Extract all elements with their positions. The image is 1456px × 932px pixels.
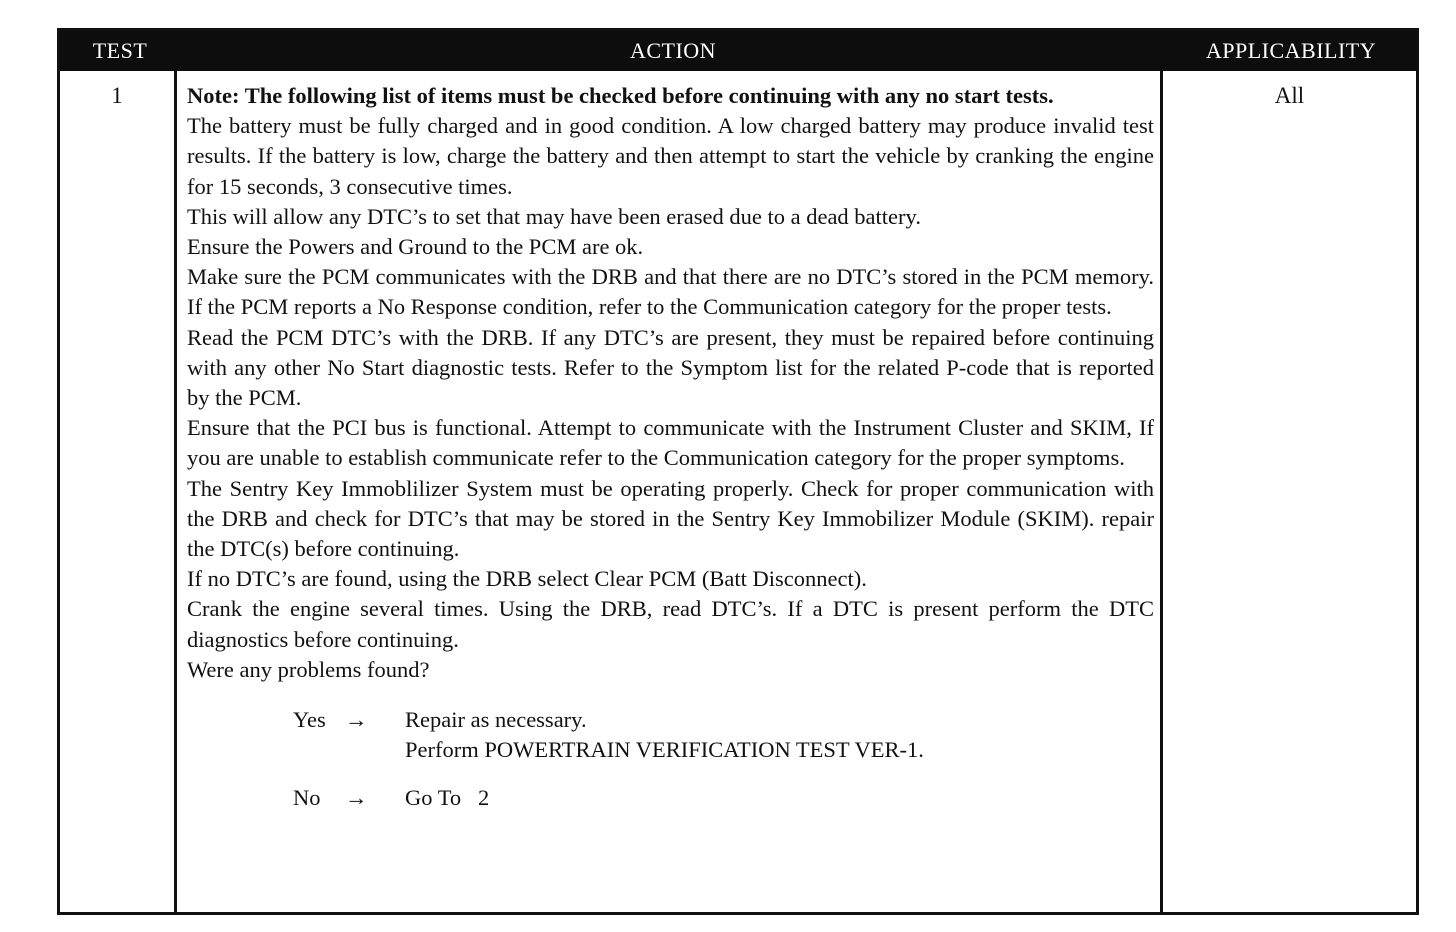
answer-no-line1: Go To 2: [405, 785, 490, 811]
header-test: TEST: [92, 38, 148, 63]
answer-yes: [293, 705, 1154, 765]
answer-yes-line2: Perform POWERTRAIN VERIFICATION TEST VER-1.: [405, 737, 924, 763]
paragraph-pci-bus: Ensure that the PCI bus is functional. Attempt to communicate with the Instrument Cluster and SKIM, If you are unable to establish communicate refer to the Communication category for the proper symptoms.: [187, 415, 1154, 471]
arrow-right-icon: →: [345, 707, 368, 733]
answer-yes-label: Yes: [293, 707, 326, 733]
paragraph-question: Were any problems found?: [187, 656, 430, 682]
paragraph-battery: The battery must be fully charged and in good condition. A low charged battery may produce invalid test results. If the battery is low, charge the battery and then attempt to start the vehicle by cranking the engine for 15 seconds, 3 consecutive times.: [187, 113, 1154, 199]
header-action: ACTION: [629, 38, 717, 63]
paragraph-read-dtcs: Read the PCM DTC’s with the DRB. If any DTC’s are present, they must be repaired before continuing with any other No Start diagnostic tests. Refer to the Symptom list for the related P-code that is reported by the PCM.: [187, 324, 1154, 411]
answer-no: [293, 783, 1154, 813]
arrow-right-icon: →: [345, 785, 368, 811]
answer-no-label: No: [293, 785, 321, 811]
test-number: 1: [60, 71, 177, 912]
answer-yes-line1: Repair as necessary.: [405, 707, 587, 733]
note-text: Note: The following list of items must be checked before continuing with any no start tests.: [187, 83, 1054, 108]
answer-no-text: [405, 783, 1154, 813]
header-applicability: APPLICABILITY: [1205, 38, 1377, 63]
paragraph-clear-pcm: If no DTC’s are found, using the DRB select Clear PCM (Batt Disconnect).: [187, 566, 867, 592]
table-header: [60, 31, 1416, 71]
answer-list: [187, 705, 1154, 814]
answer-yes-text: [405, 705, 1154, 765]
paragraph-dtc-erased: This will allow any DTC’s to set that may have been erased due to a dead battery.: [187, 203, 921, 229]
paragraph-pcm-communicates: Make sure the PCM communicates with the DRB and that there are no DTC’s stored in the PCM memory. If the PCM reports a No Response condition, refer to the Communication category for the proper tests.: [187, 264, 1154, 320]
table-row: [60, 71, 1416, 912]
test-table: [57, 28, 1419, 915]
action-cell: [177, 71, 1163, 912]
paragraph-powers-ground: Ensure the Powers and Ground to the PCM are ok.: [187, 234, 644, 260]
paragraph-crank-engine: Crank the engine several times. Using the DRB, read DTC’s. If a DTC is present perform the DTC diagnostics before continuing.: [187, 596, 1154, 652]
applicability-value: All: [1274, 83, 1305, 108]
paragraph-sentry-key: The Sentry Key Immoblilizer System must be operating properly. Check for proper communication with the DRB and check for DTC’s that may be stored in the Sentry Key Immobilizer Module (SKIM). repair the DTC(s) before continuing.: [187, 475, 1154, 562]
